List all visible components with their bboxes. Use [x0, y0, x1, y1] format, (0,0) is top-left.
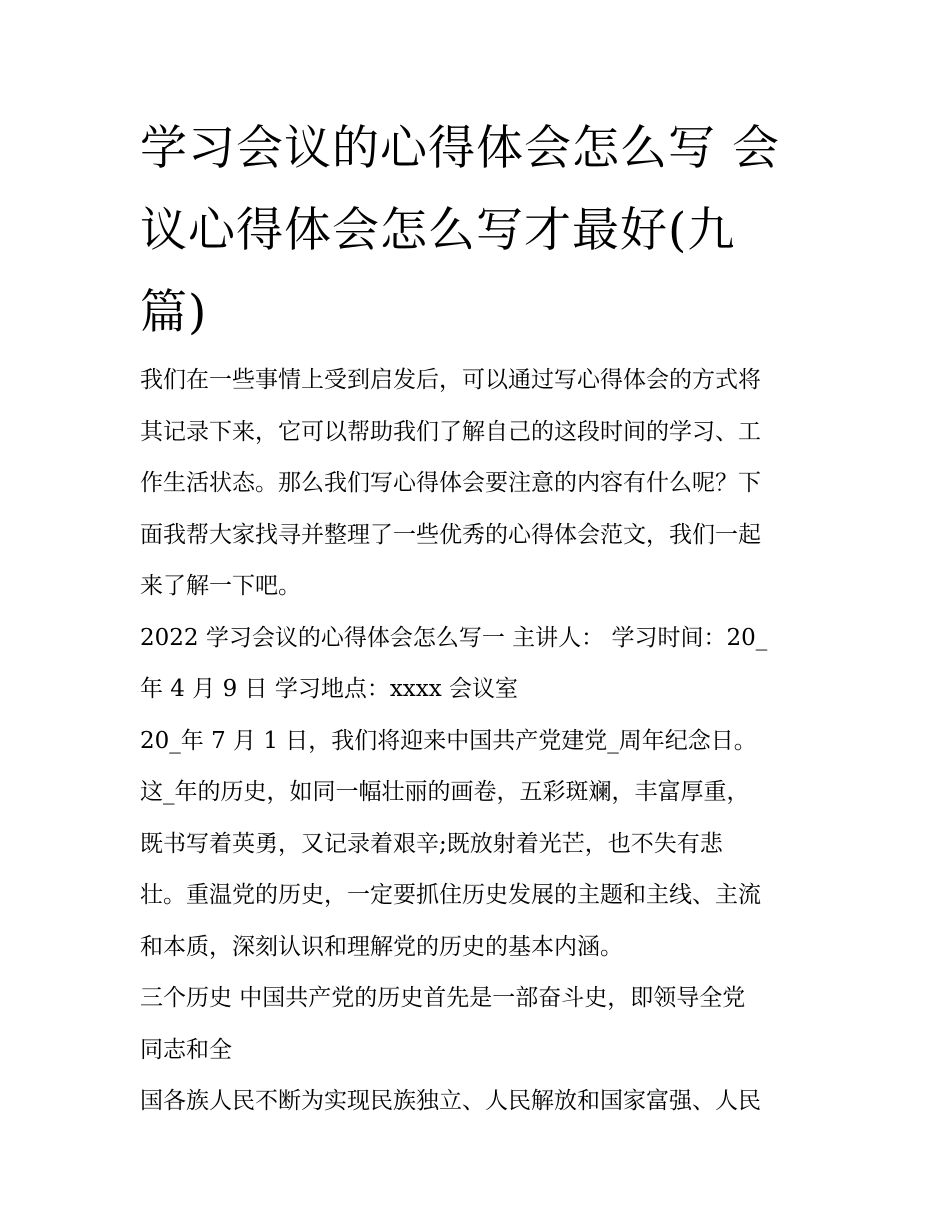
body-line: 我们在一些事情上受到启发后，可以通过写心得体会的方式将	[140, 367, 761, 393]
body-line: 和本质，深刻认识和理解党的历史的基本内涵。	[140, 933, 623, 960]
body-line: 年 4 月 9 日 学习地点：xxxx 会议室	[140, 676, 519, 702]
title-line: 议心得体会怎么写才最好(九	[140, 203, 736, 258]
body-line: 来了解一下吧。	[140, 573, 301, 599]
body-line: 这_年的历史，如同一幅壮丽的画卷，五彩斑斓，丰富厚重，	[140, 779, 750, 805]
body-line: 作生活状态。那么我们写心得体会要注意的内容有什么呢？下	[140, 470, 761, 496]
title-line: 学习会议的心得体会怎么写 会	[140, 121, 780, 176]
body-line: 壮。重温党的历史，一定要抓住历史发展的主题和主线、主流	[140, 882, 761, 908]
body-line: 既书写着英勇，又记录着艰辛;既放射着光芒，也不失有悲	[140, 830, 723, 857]
body-line: 其记录下来，它可以帮助我们了解自己的这段时间的学习、工	[140, 418, 761, 445]
document-title	[140, 108, 840, 354]
body-line: 20_年 7 月 1 日，我们将迎来中国共产党建党_周年纪念日。	[140, 727, 757, 754]
document-body	[140, 355, 830, 1128]
body-line: 同志和全	[140, 1036, 232, 1063]
title-line: 篇)	[140, 285, 208, 340]
body-line: 三个历史 中国共产党的历史首先是一部奋斗史，即领导全党	[140, 985, 746, 1011]
body-line: 2022 学习会议的心得体会怎么写一 主讲人： 学习时间：20_	[140, 624, 768, 651]
body-line: 面我帮大家找寻并整理了一些优秀的心得体会范文，我们一起	[140, 521, 761, 548]
body-line: 国各族人民不断为实现民族独立、人民解放和国家富强、人民	[140, 1088, 761, 1114]
